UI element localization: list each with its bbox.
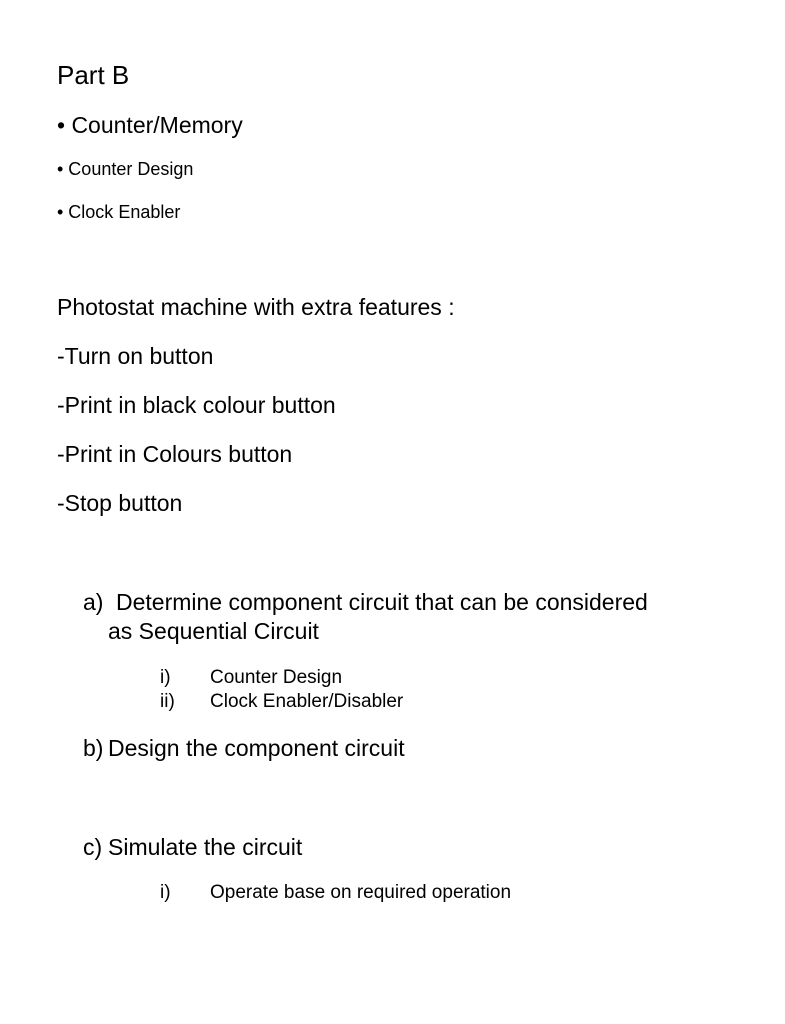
topic-clock-enabler: • Clock Enabler bbox=[57, 202, 181, 222]
feature-turn-on: -Turn on button bbox=[57, 343, 214, 369]
topic-counter-design: • Counter Design bbox=[57, 159, 194, 179]
question-a-item-1-number: i) bbox=[160, 667, 171, 688]
feature-print-black: -Print in black colour button bbox=[57, 392, 336, 418]
question-c-label: c) bbox=[83, 834, 103, 860]
question-b-text: Design the component circuit bbox=[108, 735, 405, 761]
page-title: Part B bbox=[57, 60, 130, 90]
question-a-line-1: Determine component circuit that can be considered bbox=[116, 589, 648, 615]
question-a-item-2-text: Clock Enabler/Disabler bbox=[210, 691, 404, 712]
question-c-item-1-number: i) bbox=[160, 882, 171, 903]
question-a-item-1-text: Counter Design bbox=[210, 667, 343, 688]
topic-counter-memory: • Counter/Memory bbox=[57, 112, 243, 138]
question-a-line-2: as Sequential Circuit bbox=[108, 618, 319, 644]
question-a-item-2-number: ii) bbox=[160, 691, 175, 712]
machine-intro: Photostat machine with extra features : bbox=[57, 294, 455, 320]
question-c-item-1-text: Operate base on required operation bbox=[210, 882, 512, 903]
question-a-label: a) bbox=[83, 589, 104, 615]
question-b-label: b) bbox=[83, 735, 104, 761]
question-c-text: Simulate the circuit bbox=[108, 834, 303, 860]
feature-print-colours: -Print in Colours button bbox=[57, 441, 293, 467]
feature-stop: -Stop button bbox=[57, 490, 183, 516]
